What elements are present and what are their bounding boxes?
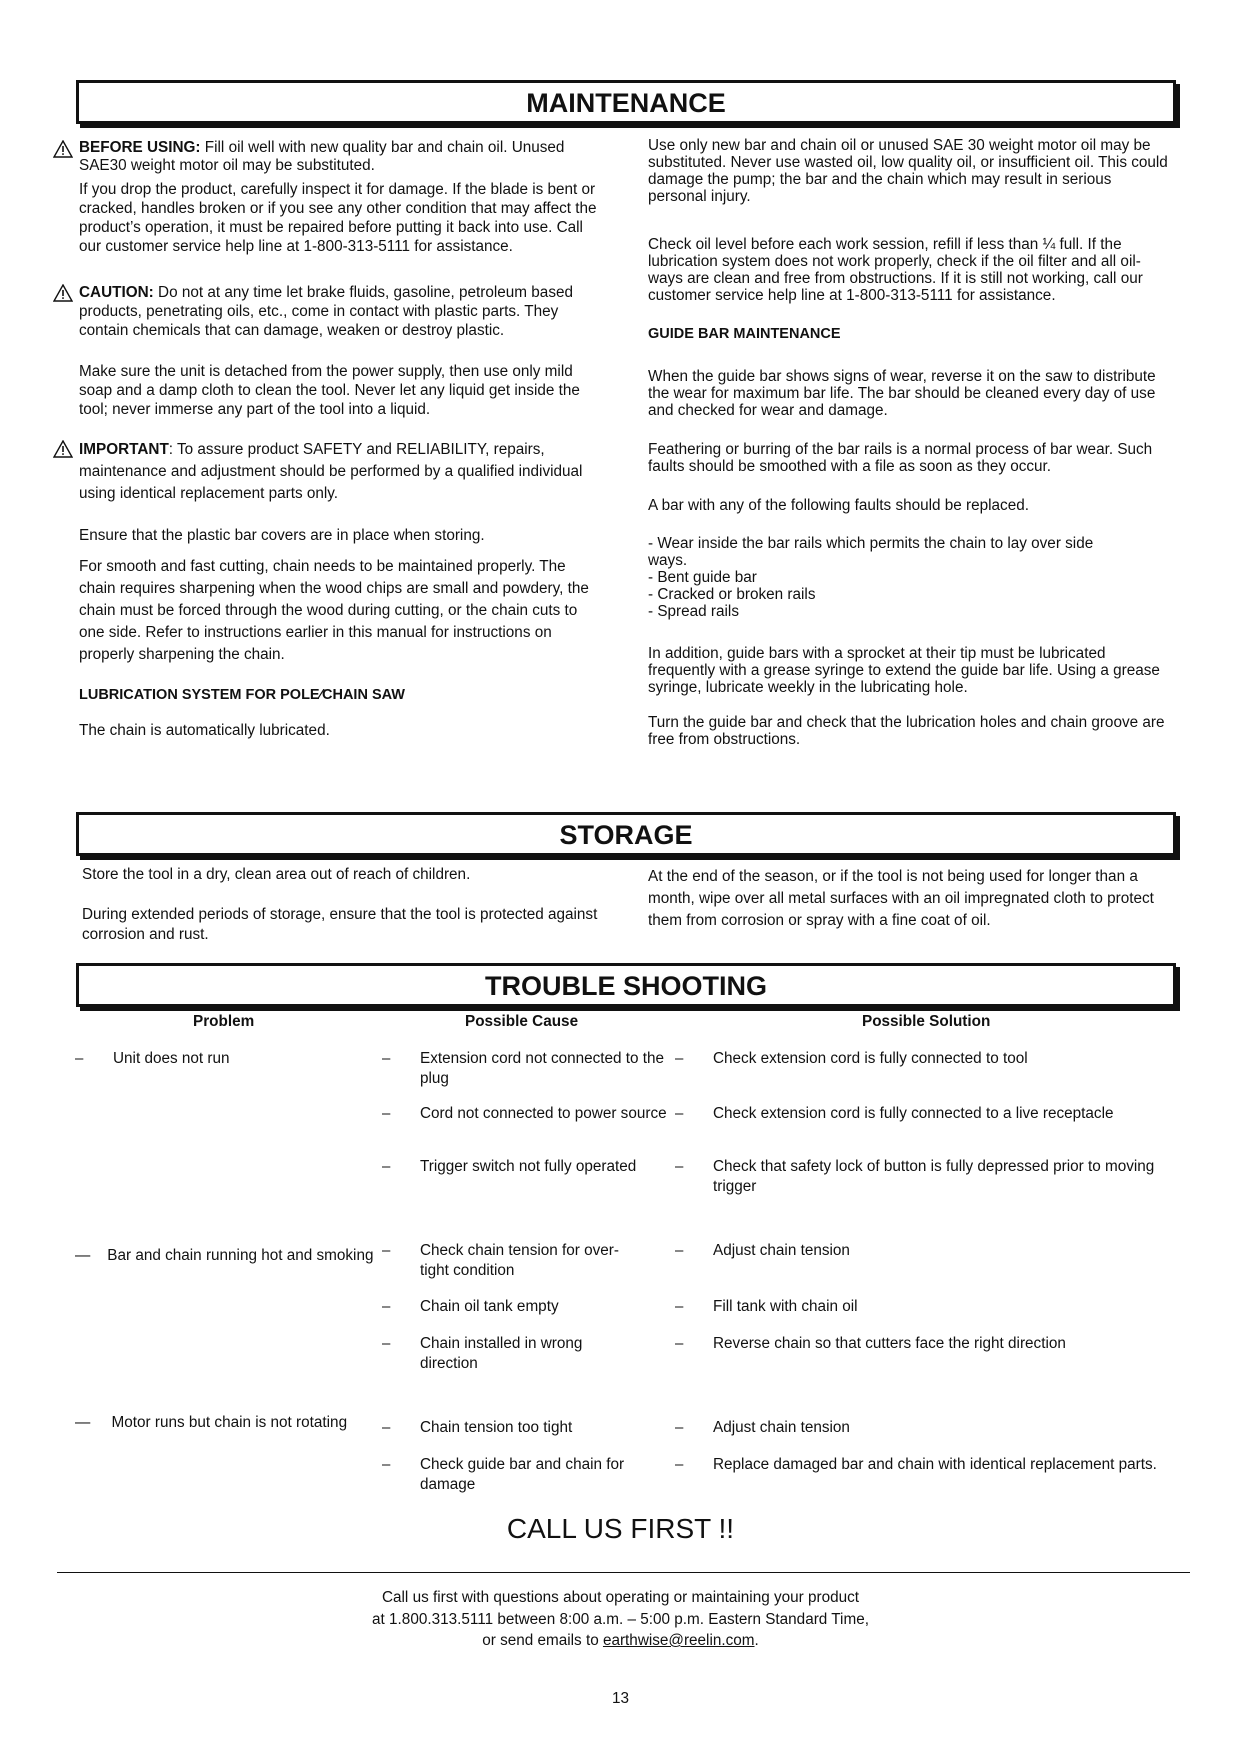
- fault-item: - Cracked or broken rails: [648, 586, 816, 603]
- dash-marker: –: [675, 1456, 684, 1473]
- dash-marker: –: [382, 1419, 391, 1436]
- solution-item: Check extension cord is fully connected to tool: [713, 1050, 1028, 1067]
- cause-item: Check guide bar and chain for damage: [420, 1456, 625, 1493]
- storage-left-column: [82, 866, 602, 945]
- solution-item: Adjust chain tension: [713, 1242, 850, 1259]
- faults-intro: A bar with any of the following faults should be replaced.: [648, 497, 1029, 514]
- page-number: 13: [611, 1690, 629, 1707]
- solution-item: Fill tank with chain oil: [713, 1298, 858, 1315]
- call-us-heading: CALL US FIRST !!: [506, 1513, 735, 1544]
- oil-paragraph: Use only new bar and chain oil or unused SAE 30 weight motor oil may be substituted. Never use wasted oil, low quality oil, or insufficient oil. This could damage the pump; the bar and the chain which may result in serious personal injury.: [648, 137, 1168, 205]
- lubrication-heading: LUBRICATION SYSTEM FOR POLE∕CHAIN SAW: [79, 687, 405, 703]
- solution-item: Check extension cord is fully connected to a live receptacle: [713, 1105, 1114, 1122]
- call-us-line: at 1.800.313.5111 between 8:00 a.m. – 5:00 p.m. Eastern Standard Time,: [372, 1611, 869, 1628]
- dash-marker: –: [675, 1050, 684, 1067]
- solution-item: Adjust chain tension: [713, 1419, 850, 1436]
- column-header-solution: Possible Solution: [862, 1013, 991, 1030]
- call-us-line: or send emails to earthwise@reelin.com.: [482, 1632, 759, 1649]
- storage-paragraph: During extended periods of storage, ensure that the tool is protected against corrosion and rust.: [82, 906, 598, 943]
- maintenance-heading: MAINTENANCE: [76, 80, 1176, 124]
- solution-item: Replace damaged bar and chain with identical replacement parts.: [713, 1456, 1157, 1473]
- covers-paragraph: Ensure that the plastic bar covers are in place when storing.: [79, 527, 485, 544]
- cause-item: Trigger switch not fully operated: [420, 1158, 637, 1175]
- solution-item: Check that safety lock of button is fully depressed prior to moving trigger: [713, 1158, 1155, 1195]
- cause-item: Chain tension too tight: [420, 1419, 573, 1436]
- dash-marker: –: [75, 1050, 84, 1067]
- turn-bar-paragraph: Turn the guide bar and check that the lubrication holes and chain groove are free from obstructions.: [648, 714, 1165, 748]
- long-dash-marker: —: [75, 1414, 91, 1431]
- dash-marker: –: [675, 1105, 684, 1122]
- lubrication-paragraph: The chain is automatically lubricated.: [79, 722, 330, 739]
- guide-bar-heading: GUIDE BAR MAINTENANCE: [648, 326, 841, 342]
- problem-text: Motor runs but chain is not rotating: [111, 1414, 348, 1431]
- column-header-cause: Possible Cause: [465, 1013, 579, 1030]
- dash-marker: –: [382, 1158, 391, 1175]
- fault-item: - Spread rails: [648, 603, 739, 620]
- problem-text: Bar and chain running hot and smoking: [107, 1247, 374, 1264]
- call-us-line: Call us first with questions about operating or maintaining your product: [381, 1589, 859, 1606]
- cause-item: Cord not connected to power source: [420, 1105, 667, 1122]
- wear-paragraph: When the guide bar shows signs of wear, reverse it on the saw to distribute the wear for maximum bar life. The bar should be cleaned every day of use and checked for wear and damage.: [648, 368, 1156, 419]
- dash-marker: –: [382, 1105, 391, 1122]
- email-link[interactable]: earthwise@reelin.com: [602, 1632, 755, 1649]
- storage-heading: STORAGE: [76, 812, 1176, 856]
- before-using-paragraph: BEFORE USING: Fill oil well with new quality bar and chain oil. Unused SAE30 weight motor oil may be substituted.: [79, 139, 599, 175]
- detach-paragraph: Make sure the unit is detached from the power supply, then use only mild soap and a damp cloth to clean the tool. Never let any liquid get inside the tool; never immerse any part of the tool into a liquid.: [79, 363, 580, 418]
- feathering-paragraph: Feathering or burring of the bar rails is a normal process of bar wear. Such faults should be smoothed with a file as soon as they occur.: [648, 441, 1153, 475]
- long-dash-marker: —: [75, 1247, 91, 1264]
- dash-marker: –: [382, 1050, 391, 1067]
- problem-item: [75, 1244, 375, 1267]
- warning-triangle-icon: [53, 140, 73, 158]
- fault-item: - Wear inside the bar rails which permits the chain to lay over side ways.: [648, 535, 1094, 569]
- oil-check-paragraph: Check oil level before each work session, refill if less than ¼ full. If the lubrication system does not work properly, check if the oil filter and all oil-ways are clean and free from obstructions. If it is still not working, call our customer service help line at 1-800-313-5111 for assistance.: [648, 236, 1143, 304]
- problem-item: Unit does not run: [113, 1050, 230, 1067]
- problem-item: [75, 1413, 385, 1433]
- dash-marker: –: [675, 1242, 684, 1259]
- cause-item: Extension cord not connected to the plug: [420, 1050, 665, 1087]
- storage-paragraph: Store the tool in a dry, clean area out of reach of children.: [82, 866, 471, 883]
- sharpen-paragraph: For smooth and fast cutting, chain needs to be maintained properly. The chain requires sharpening when the wood chips are small and powdery, the chain must be forced through the wood during cutting, or the chain cuts to one side. Refer to instructions earlier in this manual for instructions on properly sharpening the chain.: [79, 558, 589, 663]
- solution-item: Reverse chain so that cutters face the right direction: [713, 1335, 1066, 1352]
- caution-paragraph: CAUTION: Do not at any time let brake fluids, gasoline, petroleum based products, penetrating oils, etc., come in contact with plastic parts. They contain chemicals that can damage, weaken or destroy plastic.: [79, 283, 599, 340]
- important-paragraph: IMPORTANT: To assure product SAFETY and RELIABILITY, repairs, maintenance and adjustment should be performed by a qualified individual using identical replacement parts only.: [79, 439, 599, 505]
- cause-item: Check chain tension for over-tight condition: [420, 1242, 619, 1279]
- maintenance-left-column: [79, 139, 599, 740]
- dash-marker: –: [675, 1158, 684, 1175]
- warning-triangle-icon: [53, 284, 73, 302]
- warning-triangle-icon: [53, 440, 73, 458]
- dash-marker: –: [382, 1456, 391, 1473]
- storage-right-column: [648, 866, 1173, 932]
- column-header-problem: Problem: [193, 1013, 255, 1030]
- dash-marker: –: [382, 1298, 391, 1315]
- dash-marker: –: [675, 1419, 684, 1436]
- drop-paragraph: If you drop the product, carefully inspect it for damage. If the blade is bent or cracked, handles broken or if you see any other condition that may affect the product’s operation, it must be repaired before putting it back into use. Call our customer service help line at 1-800-313-5111 for assistance.: [79, 181, 597, 255]
- maintenance-right-column: [648, 137, 1173, 748]
- dash-marker: –: [382, 1242, 391, 1259]
- cause-item: Chain oil tank empty: [420, 1298, 559, 1315]
- storage-paragraph: At the end of the season, or if the tool is not being used for longer than a month, wipe over all metal surfaces with an oil impregnated cloth to protect them from corrosion or spray with a fine coat of oil.: [648, 868, 1154, 929]
- cause-item: Chain installed in wrong direction: [420, 1335, 583, 1372]
- divider: [57, 1572, 1190, 1573]
- sprocket-paragraph: In addition, guide bars with a sprocket at their tip must be lubricated frequently with a grease syringe to extend the guide bar life. Using a grease syringe, lubricate weekly in the lubricating hole.: [648, 645, 1160, 696]
- dash-marker: –: [382, 1335, 391, 1352]
- dash-marker: –: [675, 1298, 684, 1315]
- dash-marker: –: [675, 1335, 684, 1352]
- fault-item: - Bent guide bar: [648, 569, 757, 586]
- troubleshooting-heading: TROUBLE SHOOTING: [76, 963, 1176, 1007]
